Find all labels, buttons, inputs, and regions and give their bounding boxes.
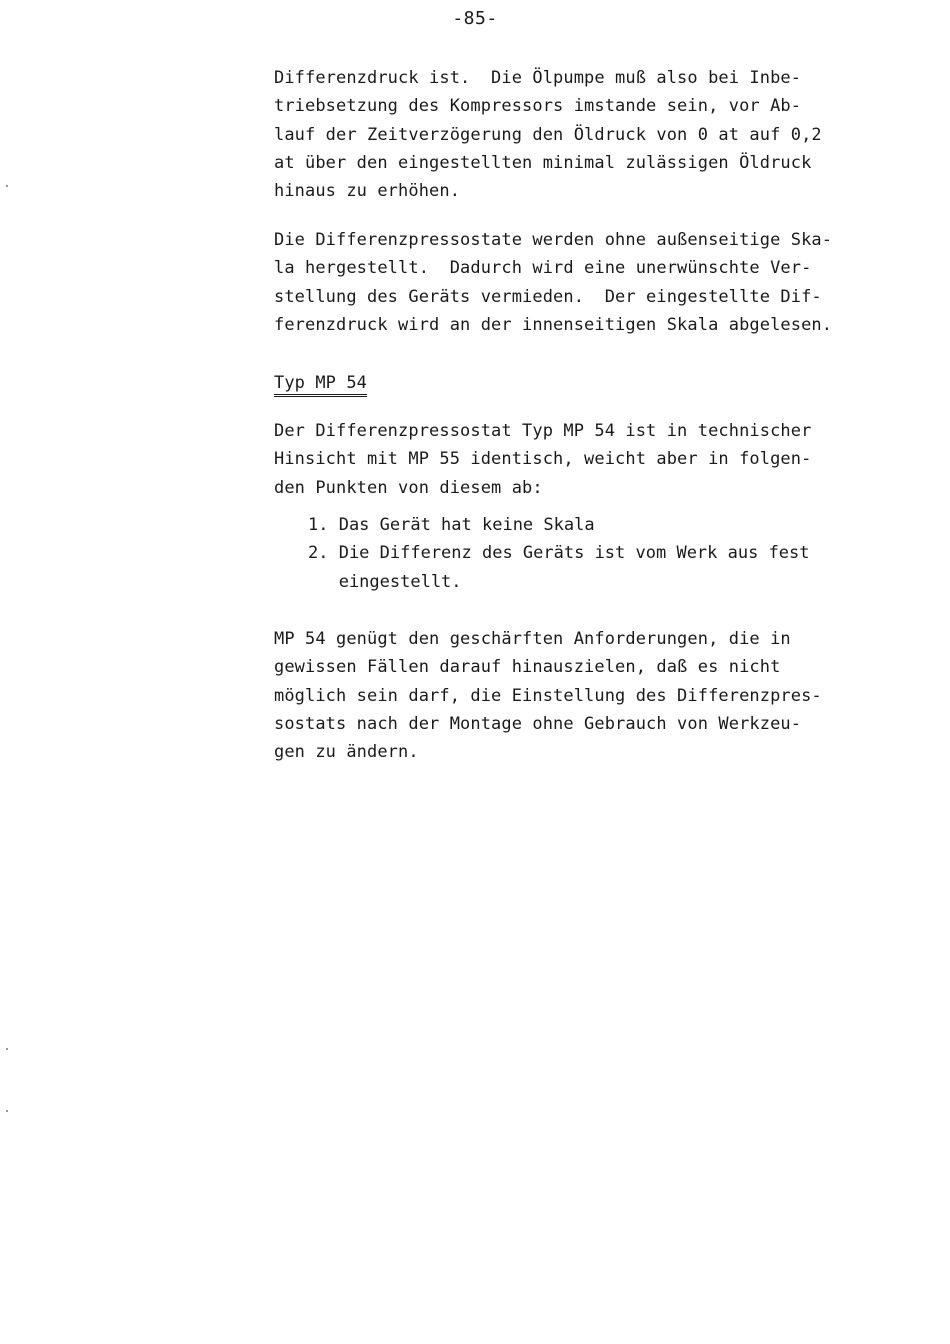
difference-list xyxy=(308,511,810,596)
paragraph-differential-pressostat-scale: Die Differenzpressostate werden ohne außenseitige Ska- la hergestellt. Dadurch wird eine unerwünschte Ver- stellung des Geräts vermieden. Der eingestellte Dif- ferenzdruck wird an der innenseitigen Skala abgelesen. xyxy=(274,230,833,335)
list-item: 2. Die Differenz des Geräts ist vom Werk aus fest eingestellt. xyxy=(308,543,810,592)
margin-speck xyxy=(6,1048,8,1050)
paragraph-mp54-requirements: MP 54 genügt den geschärften Anforderungen, die in gewissen Fällen darauf hinauszielen, daß es nicht möglich sein darf, die Einstellung des Differenzpres- sostats nach der Montage ohne Gebrauch von Werkzeu- gen zu ändern. xyxy=(274,629,822,763)
paragraph-mp54-description: Der Differenzpressostat Typ MP 54 ist in technischer Hinsicht mit MP 55 identisch, weicht aber in folgen- den Punkten von diesem ab: xyxy=(274,421,812,498)
margin-speck xyxy=(6,1110,8,1112)
section-heading-typ-mp-54: Typ MP 54 xyxy=(274,373,367,397)
list-item: 1. Das Gerät hat keine Skala xyxy=(308,515,595,535)
margin-speck xyxy=(6,185,8,187)
page-number: -85- xyxy=(452,8,498,29)
paragraph-oil-pump: Differenzdruck ist. Die Ölpumpe muß also bei Inbe- triebsetzung des Kompressors imstande sein, vor Ab- lauf der Zeitverzögerung den Öldruck von 0 at auf 0,2 at über den eingestellten minimal zulässigen Öldruck hinaus zu erhöhen. xyxy=(274,68,822,202)
